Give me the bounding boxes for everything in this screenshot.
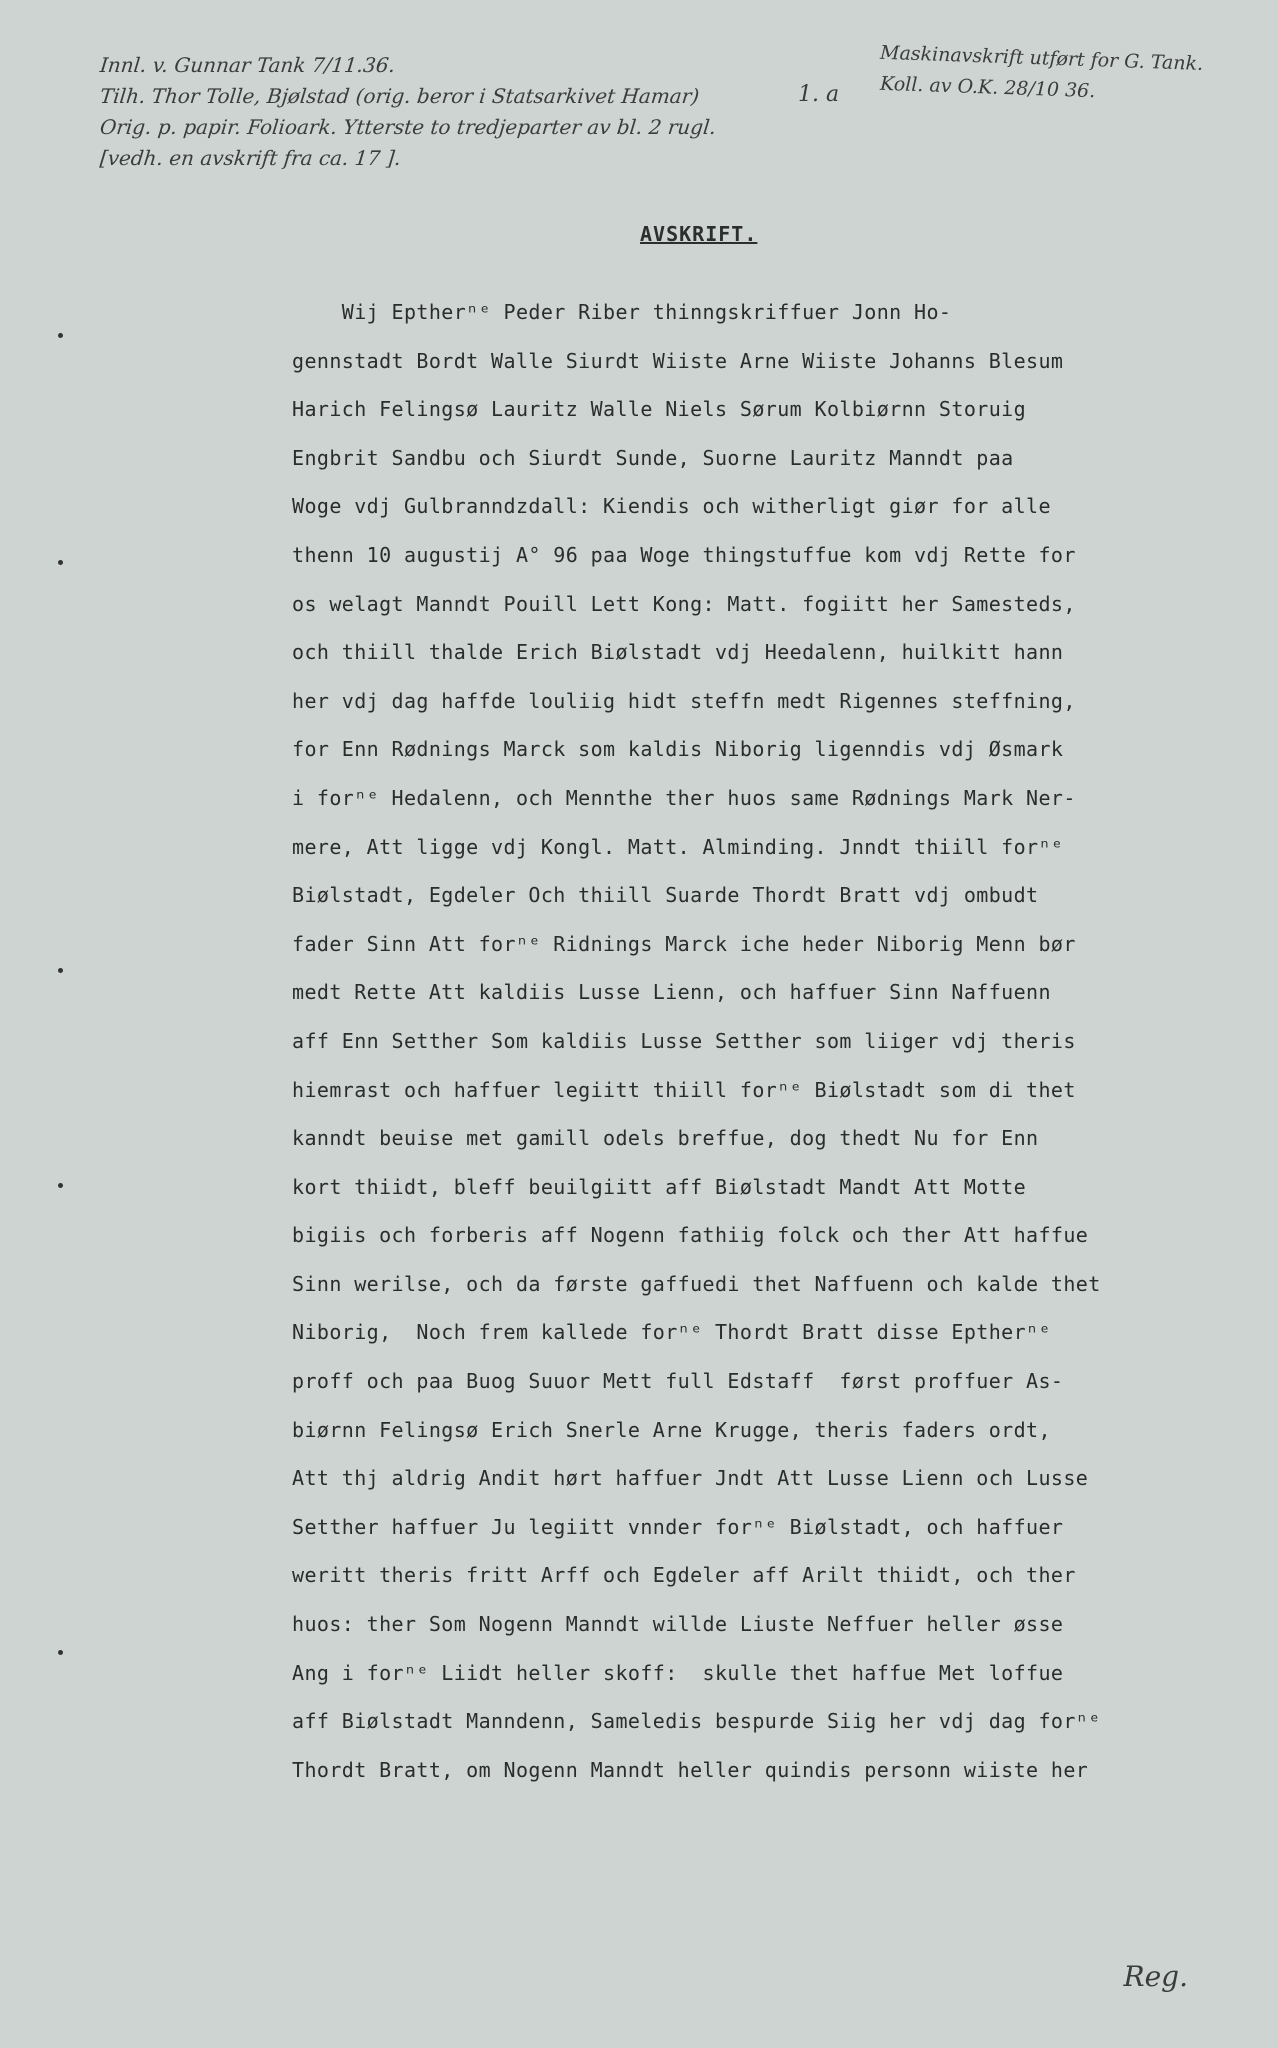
text-line: bigiis och forberis aff Nogenn fathiig folck och ther Att haffue	[292, 1223, 1089, 1248]
margin-mark	[58, 1183, 63, 1188]
handwritten-note-top-right	[879, 41, 1240, 106]
text-line: weritt theris fritt Arff och Egdeler aff Arilt thiidt, och ther	[292, 1563, 1076, 1588]
note-line: Koll. av O.K. 28/10 36.	[879, 72, 1096, 103]
handwritten-note-top-left	[100, 50, 860, 174]
text-line: Thordt Bratt, om Nogenn Manndt heller quindis personn wiiste her	[292, 1757, 1089, 1782]
text-line: och thiill thalde Erich Biølstadt vdj Heedalenn, huilkitt hann	[292, 640, 1064, 665]
text-line: Wij Eptherⁿᵉ Peder Riber thinngskriffuer Jonn Ho-	[292, 300, 952, 324]
text-line: os welagt Manndt Pouill Lett Kong: Matt. fogiitt her Samesteds,	[292, 591, 1076, 616]
text-line: medt Rette Att kaldiis Lusse Lienn, och haffuer Sinn Naffuenn	[292, 980, 1051, 1005]
note-line: Tilh. Thor Tolle, Bjølstad (orig. beror i Statsarkivet Hamar)	[98, 84, 701, 108]
margin-mark	[58, 1650, 63, 1655]
text-line: kanndt beuise met gamill odels breffue, dog thedt Nu for Enn	[292, 1126, 1039, 1151]
text-line: Niborig, Noch frem kallede forⁿᵉ Thordt Bratt disse Eptherⁿᵉ	[292, 1320, 1051, 1345]
text-line: kort thiidt, bleff beuilgiitt aff Biølstadt Mandt Att Motte	[292, 1174, 1027, 1199]
text-line: mere, Att ligge vdj Kongl. Matt. Alminding. Jnndt thiill forⁿᵉ	[292, 834, 1064, 859]
text-line: thenn 10 augustij A° 96 paa Woge thingstuffue kom vdj Rette for	[292, 542, 1076, 567]
margin-mark	[58, 560, 63, 565]
text-line: her vdj dag haffde louliig hidt steffn medt Rigennes steffning,	[292, 688, 1076, 713]
text-line: Sinn werilse, och da første gaffuedi thet Naffuenn och kalde thet	[292, 1271, 1101, 1296]
margin-mark	[58, 333, 63, 338]
text-line: for Enn Rødnings Marck som kaldis Niborig ligenndis vdj Øsmark	[292, 737, 1064, 762]
transcript-body	[292, 288, 1222, 1794]
text-line: Setther haffuer Ju legiitt vnnder forⁿᵉ Biølstadt, och haffuer	[292, 1514, 1064, 1539]
note-line: [vedh. en avskrift fra ca. 17 ].	[98, 146, 403, 170]
note-line: Orig. p. papir. Folioark. Ytterste to tredjeparter av bl. 2 rugl.	[98, 115, 718, 139]
note-line: Innl. v. Gunnar Tank 7/11.36.	[98, 53, 397, 77]
text-line: gennstadt Bordt Walle Siurdt Wiiste Arne Wiiste Johanns Blesum	[292, 348, 1064, 373]
text-line: i forⁿᵉ Hedalenn, och Mennthe ther huos same Rødnings Mark Ner-	[292, 785, 1076, 810]
text-line: Harich Felingsø Lauritz Walle Niels Sørum Kolbiørnn Storuig	[292, 397, 1027, 422]
text-line: proff och paa Buog Suuor Mett full Edstaff først proffuer As-	[292, 1369, 1064, 1394]
text-line: Biølstadt, Egdeler Och thiill Suarde Thordt Bratt vdj ombudt	[292, 883, 1039, 908]
document-title: AVSKRIFT.	[640, 222, 758, 246]
handwritten-note-bottom-right: Reg.	[1123, 1960, 1188, 1993]
note-line: Maskinavskrift utført for G. Tank.	[879, 41, 1204, 75]
text-line: fader Sinn Att forⁿᵉ Ridnings Marck iche heder Niborig Menn bør	[292, 931, 1076, 956]
handwritten-number: 1. a	[798, 82, 840, 107]
text-line: aff Biølstadt Manndenn, Sameledis bespurde Siig her vdj dag forⁿᵉ	[292, 1709, 1101, 1734]
text-line: Engbrit Sandbu och Siurdt Sunde, Suorne Lauritz Manndt paa	[292, 445, 1014, 470]
text-line: Att thj aldrig Andit hørt haffuer Jndt Att Lusse Lienn och Lusse	[292, 1466, 1089, 1491]
text-line: Woge vdj Gulbranndzdall: Kiendis och witherligt giør for alle	[292, 494, 1051, 519]
text-line: biørnn Felingsø Erich Snerle Arne Krugge, theris faders ordt,	[292, 1417, 1051, 1442]
text-line: huos: ther Som Nogenn Manndt willde Liuste Neffuer heller øsse	[292, 1612, 1064, 1637]
text-line: hiemrast och haffuer legiitt thiill forⁿᵉ Biølstadt som di thet	[292, 1077, 1076, 1102]
text-line: Ang i forⁿᵉ Liidt heller skoff: skulle thet haffue Met loffue	[292, 1660, 1064, 1685]
margin-mark	[58, 968, 63, 973]
text-line: aff Enn Setther Som kaldiis Lusse Setther som liiger vdj theris	[292, 1028, 1076, 1053]
